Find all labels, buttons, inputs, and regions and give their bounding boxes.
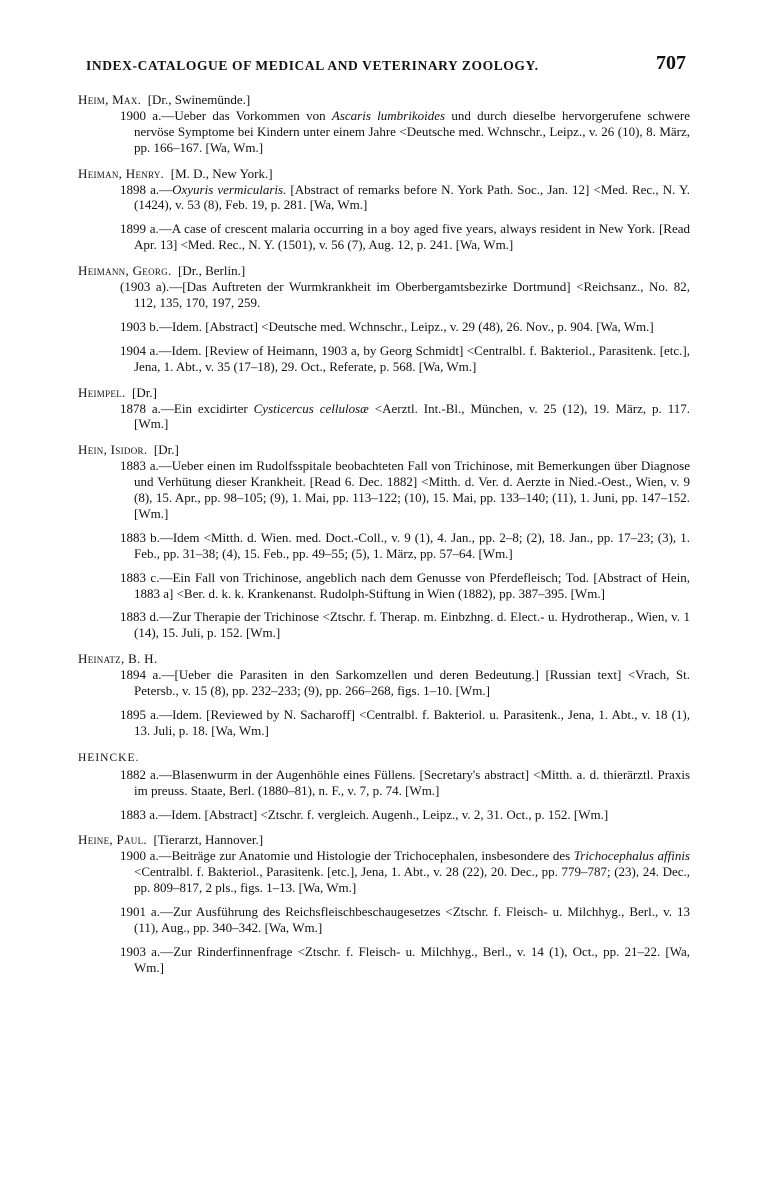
author-name: Heine, Paul. — [78, 832, 147, 848]
citation — [92, 904, 690, 936]
author-name: Heimann, Georg. — [78, 263, 172, 279]
author-entry — [78, 263, 690, 374]
citation-text: 1900 a.—Beiträge zur Anatomie und Histologie der Trichocephalen, insbesondere des — [120, 848, 574, 864]
author-affiliation: [Dr., Berlin.] — [178, 263, 246, 279]
page-number: 707 — [656, 52, 686, 74]
citation-text: 1883 d.—Zur Therapie der Trichinose <Ztschr. f. Therap. m. Einbzhng. d. Elect.- u. Hydrotherap., Wien, v. 1 (14), 15. Juli, p. 152. [Wm.] — [120, 609, 690, 641]
author-heading — [78, 651, 690, 667]
author-entry — [78, 92, 690, 156]
citation — [92, 343, 690, 375]
citation — [92, 401, 690, 433]
citation-text: 1878 a.—Ein excidirter — [120, 400, 254, 416]
author-affiliation: [Dr., Swinemünde.] — [147, 92, 251, 107]
page-title: INDEX-CATALOGUE OF MEDICAL AND VETERINARY ZOOLOGY. — [86, 58, 539, 73]
author-name: Hein, Isidor. — [78, 442, 148, 458]
citation-text: 1883 b.—Idem <Mitth. d. Wien. med. Doct.-Coll., v. 9 (1), 4. Jan., pp. 2–8; (2), 18. Jan., pp. 17–23; (3), 1. Feb., pp. 31–38; (4), 15. Feb., pp. 49–55; (5), 1. März, pp. 57–64. [Wm.] — [120, 529, 690, 561]
citation-text: 1895 a.—Idem. [Reviewed by N. Sacharoff] <Centralbl. f. Bakteriol. u. Parasitenk., Jena, 1. Abt., v. 18 (1), 13. Juli, p. 18. [Wa, Wm.] — [120, 707, 690, 738]
taxon-name: Cysticercus cellulosæ — [253, 400, 369, 416]
taxon-name: Trichocephalus affinis — [573, 848, 690, 864]
citation-text: 1904 a.—Idem. [Review of Heimann, 1903 a, by Georg Schmidt] <Centralbl. f. Bakteriol., Parasitenk. [etc.], Jena, 1. Abt., v. 35 (17–18), 29. Oct., Referate, p. 568. [Wa, Wm.] — [120, 342, 690, 374]
author-name: Heinatz, B. H. — [78, 651, 158, 667]
author-entry — [78, 166, 690, 254]
author-heading — [78, 749, 690, 767]
author-entry — [78, 385, 690, 433]
citation-text: (1903 a).—[Das Auftreten der Wurmkrankheit im Oberbergamtsbezirke Dortmund] <Reichsanz., No. 82, 112, 135, 170, 197, 259. — [120, 279, 690, 310]
citation — [92, 108, 690, 156]
citation — [92, 609, 690, 641]
author-entry — [78, 832, 690, 975]
citation-text: 1901 a.—Zur Ausführung des Reichsfleischbeschaugesetzes <Ztschr. f. Fleisch- u. Milchhyg., Berl., v. 13 (11), Aug., pp. 340–342. [Wa, Wm.] — [120, 904, 690, 935]
citation-text: 1903 b.—Idem. [Abstract] <Deutsche med. Wchnschr., Leipz., v. 29 (48), 26. Nov., p. 904. [Wa, Wm.] — [120, 318, 654, 334]
citation-text: 1898 a.— — [120, 181, 173, 197]
citation — [92, 848, 690, 896]
citation-text: 1903 a.—Zur Rinderfinnenfrage <Ztschr. f. Fleisch- u. Milchhyg., Berl., v. 14 (1), Oct., pp. 21–22. [Wa, Wm.] — [120, 943, 690, 975]
running-header — [80, 50, 686, 78]
author-heading — [78, 832, 690, 848]
taxon-name: Ascaris lumbrikoides — [331, 107, 446, 123]
citation — [92, 707, 690, 739]
citation — [92, 944, 690, 976]
citation — [92, 667, 690, 699]
author-affiliation: [Tierarzt, Hannover.] — [153, 832, 264, 848]
citation-text: 1899 a.—A case of crescent malaria occurring in a boy aged five years, always resident in New York. [Read Apr. 13] <Med. Rec., N. Y. (1501), v. 56 (7), Aug. 12, p. 241. [Wa, Wm.] — [120, 221, 690, 253]
citation — [92, 458, 690, 522]
author-heading — [78, 166, 690, 182]
citation-text: 1883 c.—Ein Fall von Trichinose, angeblich nach dem Genusse von Pferdefleisch; Tod. [Abstract of Hein, 1883 a] <Ber. d. k. k. Krankenanst. Rudolph-Stiftung in Wien (1882), pp. 387–395. [Wm.] — [120, 569, 690, 601]
citation — [92, 182, 690, 214]
taxon-name: Oxyuris vermicularis. — [172, 181, 287, 197]
citation-text: <Aerztl. Int.-Bl., München, v. 25 (12), 19. März, p. 117. [Wm.] — [134, 400, 690, 432]
citation — [92, 570, 690, 602]
citation — [92, 530, 690, 562]
citation — [92, 767, 690, 799]
author-name: Heim, Max. — [78, 92, 142, 107]
citation-text: und durch dieselbe hervorgerufene schwere nervöse Symptome bei Kindern unter einem Jahre <Deutsche med. Wchnschr., Leipz., v. 26 (10), 8. März, pp. 166–167. [Wa, Wm.] — [134, 107, 690, 155]
author-heading — [78, 92, 690, 108]
citation-text: 1900 a.—Ueber das Vorkommen von — [120, 107, 332, 123]
author-name: Heiman, Henry. — [78, 165, 165, 181]
citation — [92, 319, 690, 335]
author-entry — [78, 651, 690, 739]
citation-text: 1894 a.—[Ueber die Parasiten in den Sarkomzellen und deren Bedeutung.] [Russian text] <Vrach, St. Petersb., v. 15 (8), pp. 232–233; (9), pp. 266–268, figs. 1–10. [Wm.] — [120, 667, 690, 699]
citation-text: 1882 a.—Blasenwurm in der Augenhöhle eines Füllens. [Secretary's abstract] <Mitth. a. d. thierärztl. Praxis im preuss. Staate, Berl. (1880–81), n. F., v. 7, p. 74. [Wm.] — [120, 766, 690, 798]
citation-text: 1883 a.—Ueber einen im Rudolfsspitale beobachteten Fall von Trichinose, mit Bemerkungen über Diagnose und Verhütung dieser Krankheit. [Read 6. Dec. 1882] <Mitth. d. Ver. d. Aerzte in Nied.-Oest., Wien, v. 9 (8), 15. Apr., pp. 98–105; (9), 1. Mai, pp. 113–122; (10), 15. Mai, pp. 133–140; (11), 1. Juni, pp. 147–152. [Wm.] — [120, 458, 690, 521]
citation — [92, 807, 690, 823]
author-heading — [78, 385, 690, 401]
author-heading — [78, 263, 690, 279]
citation-text: <Centralbl. f. Bakteriol., Parasitenk. [etc.], Jena, 1. Abt., v. 28 (22), 20. Dec., pp. 779–787; (23), 24. Dec., pp. 809–817, 2 pls., figs. 1–13. [Wa, Wm.] — [134, 864, 690, 896]
author-entry — [78, 749, 690, 823]
citation — [92, 279, 690, 311]
author-name: Heimpel. — [78, 384, 126, 400]
entry-list — [78, 92, 690, 976]
author-affiliation: [M. D., New York.] — [170, 165, 273, 181]
citation-text: 1883 a.—Idem. [Abstract] <Ztschr. f. vergleich. Augenh., Leipz., v. 2, 31. Oct., p. 152. [Wm.] — [120, 806, 609, 822]
citation — [92, 221, 690, 253]
citation-text: [Abstract of remarks before N. York Path. Soc., Jan. 12] <Med. Rec., N. Y. (1424), v. 53 (8), Feb. 19, p. 281. [Wa, Wm.] — [134, 181, 690, 213]
author-entry — [78, 442, 690, 641]
author-affiliation: [Dr.] — [153, 442, 179, 458]
author-affiliation: [Dr.] — [132, 384, 157, 400]
author-name: HEINCKE. — [78, 751, 140, 764]
author-heading — [78, 442, 690, 458]
